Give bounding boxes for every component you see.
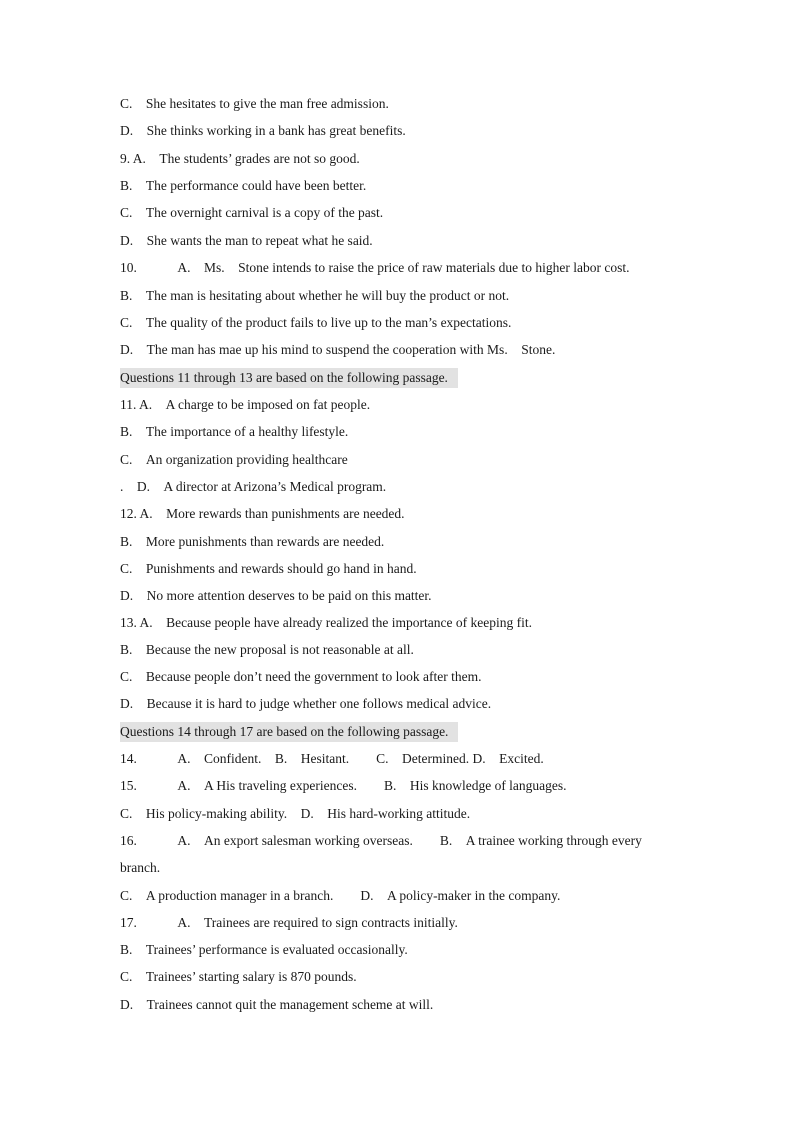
q16-options-ab-continued: branch. <box>120 860 161 875</box>
section-heading-11-13: Questions 11 through 13 are based on the following passage. <box>120 368 458 388</box>
q16-options-cd: C. A production manager in a branch. D. A policy-maker in the company. <box>120 888 561 903</box>
q11-option-a: 11. A. A charge to be imposed on fat people. <box>120 397 371 412</box>
q14-options: 14. A. Confident. B. Hesitant. C. Determined. D. Excited. <box>120 751 544 766</box>
q13-option-d: D. Because it is hard to judge whether one follows medical advice. <box>120 696 492 711</box>
q9-option-d: D. She wants the man to repeat what he said. <box>120 233 373 248</box>
q17-option-b: B. Trainees’ performance is evaluated occasionally. <box>120 942 408 957</box>
q11-option-c: C. An organization providing healthcare <box>120 452 348 467</box>
q8-option-c: C. She hesitates to give the man free admission. <box>120 96 389 111</box>
q13-option-a: 13. A. Because people have already realized the importance of keeping fit. <box>120 615 532 630</box>
q15-options-ab: 15. A. A His traveling experiences. B. His knowledge of languages. <box>120 778 567 793</box>
q10-option-d: D. The man has mae up his mind to suspend the cooperation with Ms. Stone. <box>120 342 556 357</box>
q12-option-a: 12. A. More rewards than punishments are needed. <box>120 506 405 521</box>
q10-option-b: B. The man is hesitating about whether he will buy the product or not. <box>120 288 510 303</box>
section-heading-14-17: Questions 14 through 17 are based on the following passage. <box>120 722 458 742</box>
q9-option-b: B. The performance could have been better. <box>120 178 367 193</box>
q17-option-d: D. Trainees cannot quit the management scheme at will. <box>120 997 434 1012</box>
q13-option-b: B. Because the new proposal is not reasonable at all. <box>120 642 414 657</box>
q17-option-c: C. Trainees’ starting salary is 870 pounds. <box>120 969 357 984</box>
q10-option-c: C. The quality of the product fails to live up to the man’s expectations. <box>120 315 512 330</box>
q13-option-c: C. Because people don’t need the government to look after them. <box>120 669 482 684</box>
q12-option-d: D. No more attention deserves to be paid on this matter. <box>120 588 432 603</box>
q8-option-d: D. She thinks working in a bank has great benefits. <box>120 123 406 138</box>
q12-option-c: C. Punishments and rewards should go hand in hand. <box>120 561 417 576</box>
q17-option-a: 17. A. Trainees are required to sign contracts initially. <box>120 915 458 930</box>
q11-option-d: . D. A director at Arizona’s Medical program. <box>120 479 387 494</box>
q10-option-a: 10. A. Ms. Stone intends to raise the price of raw materials due to higher labor cost. <box>120 260 630 275</box>
q11-option-b: B. The importance of a healthy lifestyle. <box>120 424 349 439</box>
q15-options-cd: C. His policy-making ability. D. His hard-working attitude. <box>120 806 471 821</box>
q9-option-c: C. The overnight carnival is a copy of the past. <box>120 205 384 220</box>
q16-options-ab: 16. A. An export salesman working overseas. B. A trainee working through every <box>120 833 642 848</box>
q12-option-b: B. More punishments than rewards are needed. <box>120 534 385 549</box>
q9-option-a: 9. A. The students’ grades are not so good. <box>120 151 360 166</box>
